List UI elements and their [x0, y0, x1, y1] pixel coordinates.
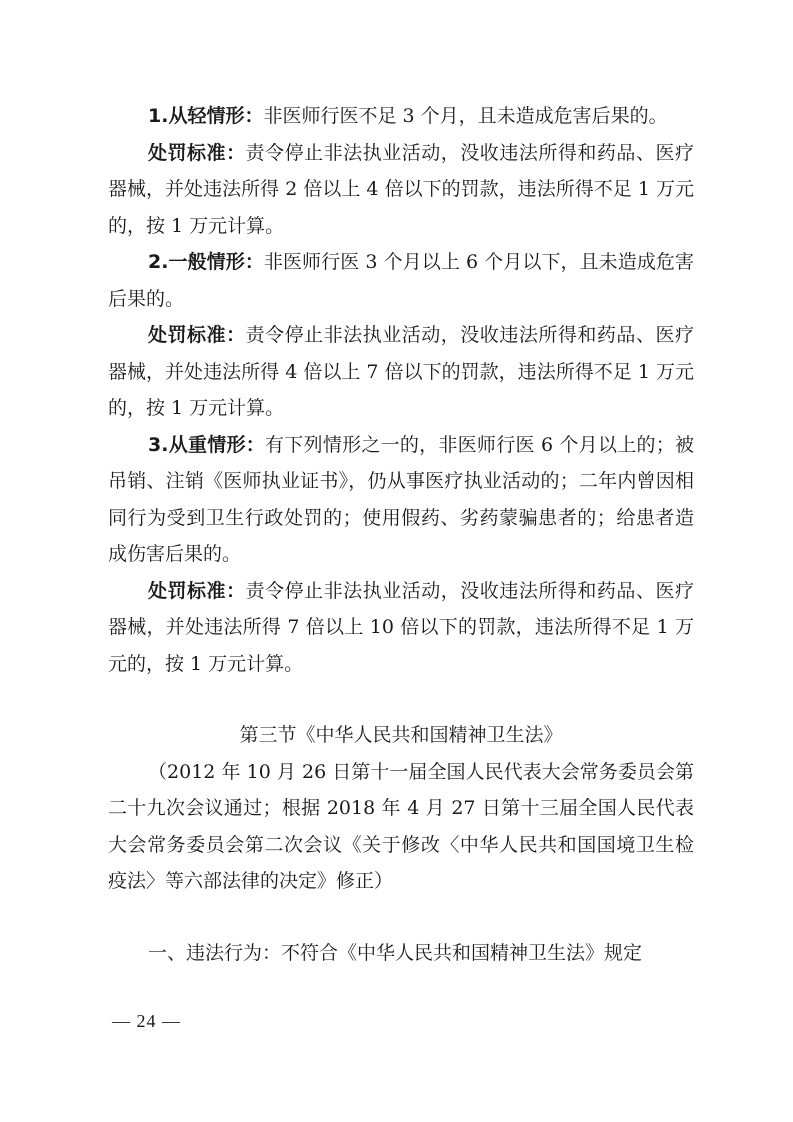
page-number: — 24 — — [112, 1011, 181, 1031]
paragraph-light-penalty — [108, 135, 694, 245]
paragraph-general-case — [108, 244, 694, 317]
heavy-case-text: 有下列情形之一的，非医师行医 6 个月以上的；被吊销、注销《医师执业证书》，仍从事医疗执业活动的；二年内曾因相同行为受到卫生行政处罚的；使用假药、劣药蒙骗患者的；给患者造成伤害后果的。 — [108, 433, 694, 565]
heavy-penalty-text: 责令停止非法执业活动，没收违法所得和药品、医疗器械，并处违法所得 7 倍以上 10 倍以下的罚款，违法所得不足 1 万元的，按 1 万元计算。 — [108, 579, 694, 675]
heavy-penalty-label: 处罚标准： — [148, 579, 246, 602]
paragraph-heavy-penalty — [108, 573, 694, 683]
light-penalty-label: 处罚标准： — [148, 141, 246, 164]
general-case-text: 非医师行医 3 个月以上 6 个月以下，且未造成危害后果的。 — [108, 251, 694, 310]
document-body — [108, 98, 694, 971]
paragraph-heavy-case — [108, 427, 694, 573]
general-penalty-text: 责令停止非法执业活动，没收违法所得和药品、医疗器械，并处违法所得 4 倍以上 7 倍以下的罚款，违法所得不足 1 万元的，按 1 万元计算。 — [108, 324, 694, 419]
section-spacer — [108, 682, 694, 717]
section-heading: 第三节《中华人民共和国精神卫生法》 — [239, 724, 563, 746]
light-case-label: 1.从轻情形： — [148, 105, 264, 127]
law-revision-note: （2012 年 10 月 26 日第十一届全国人民代表大会常务委员会第二十九次会议通过；根据 2018 年 4 月 27 日第十三届全国人民代表大会常务委员会第二次会议《关于修改〈中华人民共和国国境卫生检疫法〉等六部法律的决定》修正） — [108, 760, 694, 892]
heavy-case-label: 3.从重情形： — [148, 433, 266, 456]
section-spacer-2 — [108, 900, 694, 935]
general-case-label: 2.一般情形： — [148, 251, 264, 273]
light-penalty-text: 责令停止非法执业活动，没收违法所得和药品、医疗器械，并处违法所得 2 倍以上 4 倍以下的罚款，违法所得不足 1 万元的，按 1 万元计算。 — [108, 141, 694, 237]
paragraph-light-case — [108, 98, 694, 135]
general-penalty-label: 处罚标准： — [148, 324, 246, 346]
light-case-text: 非医师行医不足 3 个月，且未造成危害后果的。 — [263, 105, 668, 127]
violation-heading: 一、违法行为：不符合《中华人民共和国精神卫生法》规定 — [148, 941, 643, 964]
paragraph-general-penalty — [108, 317, 694, 427]
